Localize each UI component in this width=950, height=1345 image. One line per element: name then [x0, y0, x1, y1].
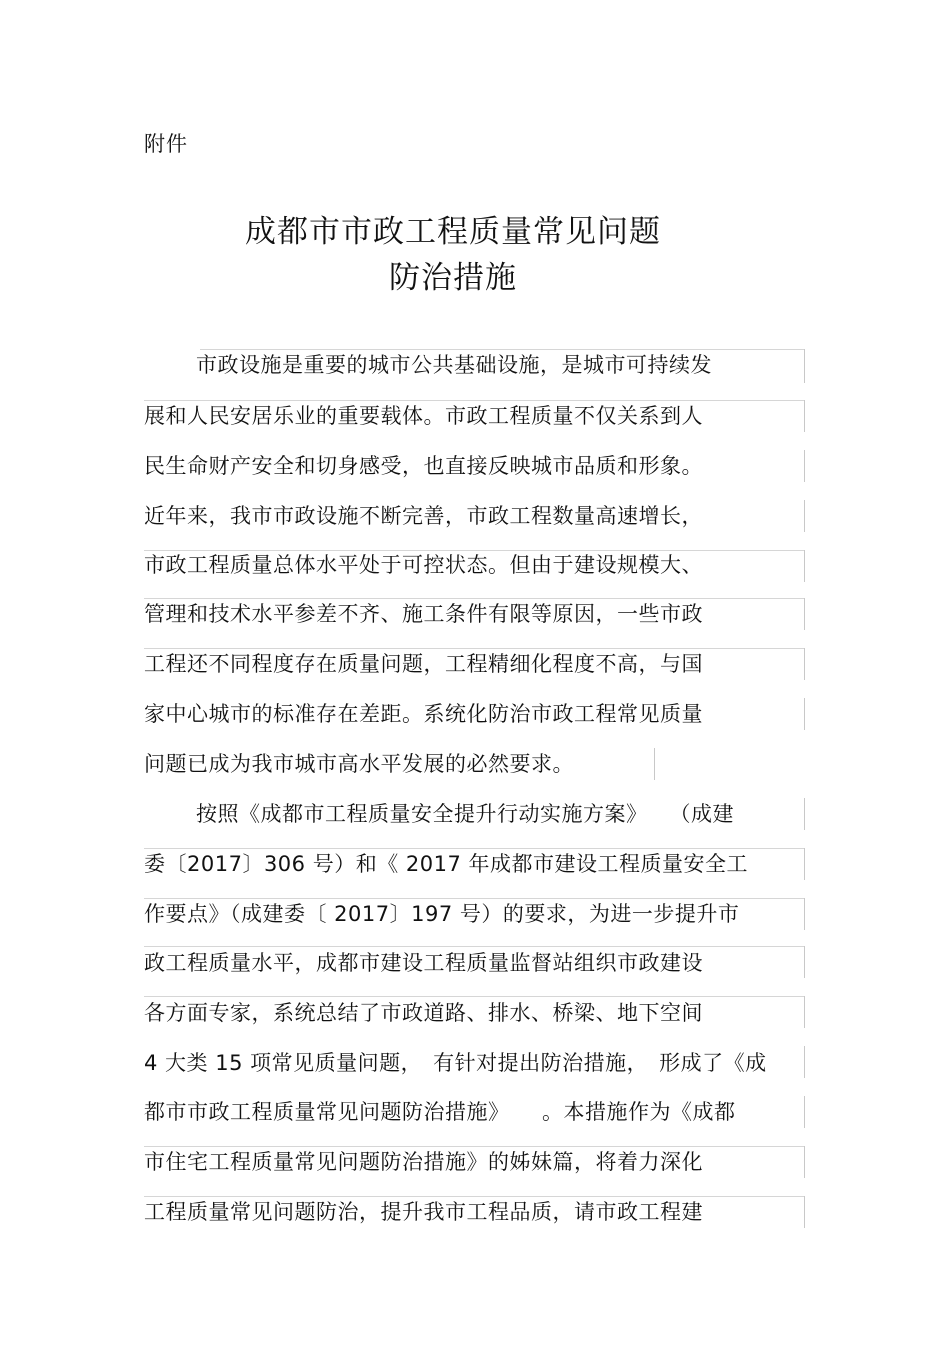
document-title-line-2: 防治措施 [389, 260, 517, 296]
paragraph-2-line-4: 政工程质量水平，成都市建设工程质量监督站组织市政建设 [144, 951, 703, 975]
paragraph-1-line-9: 问题已成为我市城市高水平发展的必然要求。 [144, 752, 574, 776]
paragraph-2-line-6: 4 大类 15 项常见质量问题， 有针对提出防治措施， 形成了《成 [144, 1051, 767, 1075]
paragraph-2-line-3: 作要点》（成建委〔 2017〕197 号）的要求，为进一步提升市 [144, 902, 740, 926]
scan-rule [804, 400, 805, 432]
paragraph-2-line-8: 市住宅工程质量常见问题防治措施》的姊妹篇，将着力深化 [144, 1150, 703, 1174]
paragraph-1-line-2: 展和人民安居乐业的重要载体。市政工程质量不仅关系到人 [144, 404, 703, 428]
document-title-line-1: 成都市市政工程质量常见问题 [245, 214, 661, 250]
scan-rule [804, 1046, 805, 1078]
scan-rule [804, 898, 805, 930]
scan-rule [804, 698, 805, 730]
scan-rule [804, 500, 805, 532]
paragraph-1-line-7: 工程还不同程度存在质量问题，工程精细化程度不高，与国 [144, 652, 703, 676]
paragraph-1-line-4: 近年来，我市市政设施不断完善，市政工程数量高速增长， [144, 504, 703, 528]
paragraph-2-line-9: 工程质量常见问题防治，提升我市工程品质，请市政工程建 [144, 1200, 703, 1224]
scan-rule [804, 798, 805, 830]
scan-rule [804, 996, 805, 1028]
paragraph-1-line-3: 民生命财产安全和切身感受，也直接反映城市品质和形象。 [144, 454, 703, 478]
scan-rule [804, 1146, 805, 1178]
paragraph-1-line-5: 市政工程质量总体水平处于可控状态。但由于建设规模大、 [144, 553, 703, 577]
scan-rule [804, 1196, 805, 1228]
paragraph-2-line-7: 都市市政工程质量常见问题防治措施》 。本措施作为《成都 [144, 1100, 736, 1124]
scan-rule [804, 550, 805, 582]
paragraph-1-line-8: 家中心城市的标准存在差距。系统化防治市政工程常见质量 [144, 702, 703, 726]
paragraph-2-line-1: 按照《成都市工程质量安全提升行动实施方案》 （成建 [196, 802, 734, 826]
paragraph-1-line-6: 管理和技术水平参差不齐、施工条件有限等原因，一些市政 [144, 602, 703, 626]
scan-rule [804, 349, 805, 383]
scan-rule [804, 648, 805, 680]
attachment-label: 附件 [144, 132, 188, 156]
paragraph-2-line-5: 各方面专家，系统总结了市政道路、排水、桥梁、地下空间 [144, 1001, 703, 1025]
scan-rule [804, 598, 805, 630]
scan-rule [804, 848, 805, 880]
scan-rule [804, 946, 805, 978]
paragraph-1-line-1: 市政设施是重要的城市公共基础设施，是城市可持续发 [196, 353, 712, 377]
scan-rule [804, 450, 805, 482]
paragraph-2-line-2: 委〔2017〕306 号）和《 2017 年成都市建设工程质量安全工 [144, 852, 748, 876]
scan-rule [804, 1096, 805, 1128]
